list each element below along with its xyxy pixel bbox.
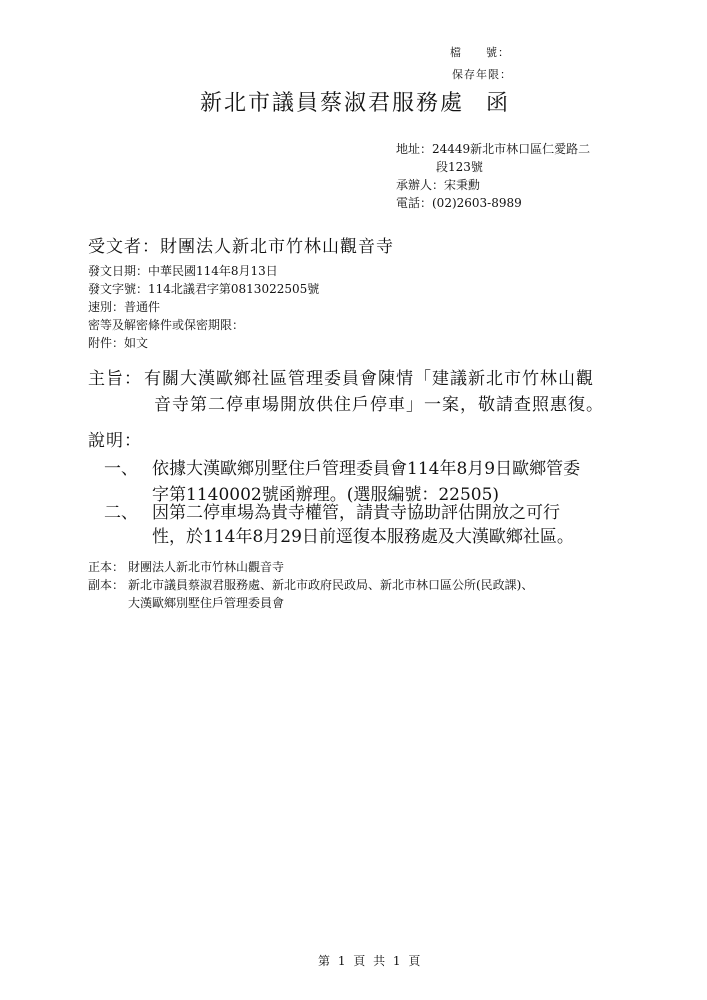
- sender-address-line1: 地址：24449新北市林口區仁愛路二: [396, 142, 591, 156]
- recipient: 受文者：財團法人新北市竹林山觀音寺: [88, 237, 394, 257]
- explanation-item-number: 二、: [104, 503, 138, 523]
- attachments: 附件：如文: [88, 336, 149, 350]
- copy-recipients-line2: 大漢歐鄉別墅住戶管理委員會: [128, 596, 285, 610]
- sender-phone: 電話：(02)2603-8989: [396, 196, 522, 210]
- document-type: 函: [486, 91, 509, 116]
- sender-address-line2: 段123號: [436, 160, 483, 174]
- copy-recipients-line1: 新北市議員蔡淑君服務處、新北市政府民政局、新北市林口區公所(民政課)、: [128, 578, 534, 592]
- issue-date: 發文日期：中華民國114年8月13日: [88, 264, 278, 278]
- retention-period-field: 保存年限：: [452, 68, 512, 81]
- original-recipient-value: 財團法人新北市竹林山觀音寺: [128, 560, 285, 574]
- subject-line2: 音寺第二停車場開放供住戶停車」一案，敬請查照惠復。: [154, 395, 604, 415]
- document-title: 新北市議員蔡淑君服務處: [200, 91, 465, 116]
- explanation-item-line1: 因第二停車場為貴寺權管，請貴寺協助評估開放之可行: [152, 503, 560, 523]
- explanation-item-line2: 字第1140002號函辦理。(選服編號：22505): [152, 485, 500, 505]
- document-number: 發文字號：114北議君字第0813022505號: [88, 282, 320, 296]
- explanation-item-line2: 性，於114年8月29日前逕復本服務處及大漢歐鄉社區。: [152, 527, 574, 547]
- archive-number-field: 檔 號：: [450, 46, 510, 59]
- original-recipient-label: 正本：: [88, 560, 125, 574]
- sender-handler: 承辦人：宋秉勳: [396, 178, 481, 192]
- explanation-label: 說明：: [88, 431, 142, 451]
- subject-label: 主旨：: [88, 369, 142, 389]
- explanation-item-number: 一、: [104, 459, 138, 479]
- explanation-item-line1: 依據大漢歐鄉別墅住戶管理委員會114年8月9日歐鄉管委: [152, 459, 581, 479]
- page-number-footer: 第 1 頁 共 1 頁: [318, 954, 423, 968]
- subject-line1: 有關大漢歐鄉社區管理委員會陳情「建議新北市竹林山觀: [144, 369, 594, 389]
- confidentiality: 密等及解密條件或保密期限：: [88, 318, 245, 332]
- copy-recipients-label: 副本：: [88, 578, 125, 592]
- speed-class: 速別：普通件: [88, 300, 161, 314]
